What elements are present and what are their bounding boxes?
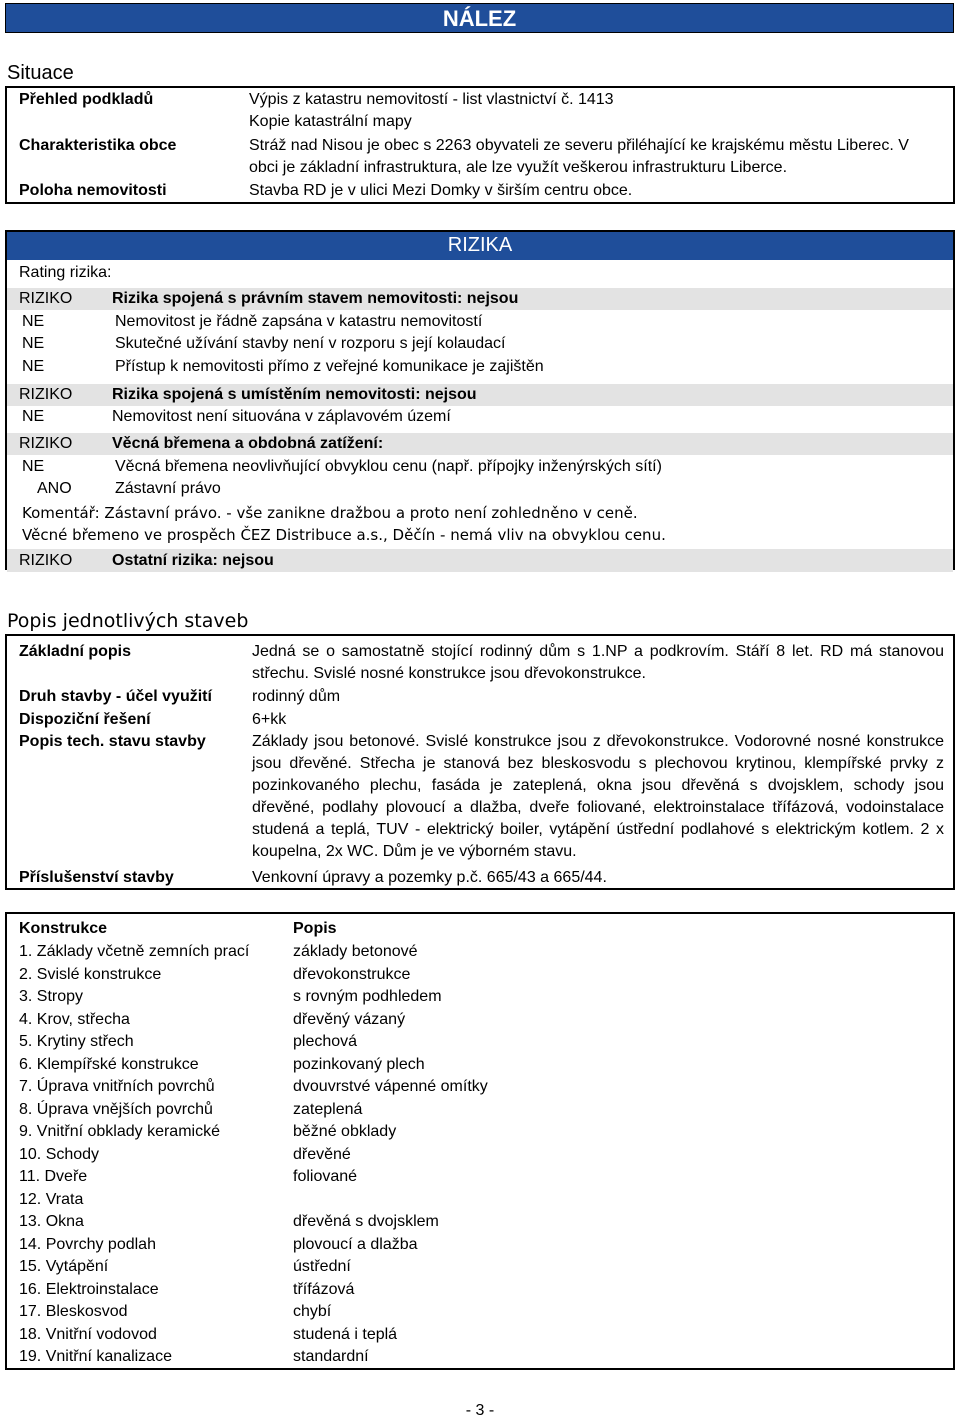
situace-value: obci je základní infrastruktura, ale lze využít veškerou infrastrukturu Liberce.	[249, 159, 788, 176]
popis-label: Popis tech. stavu stavby	[19, 733, 206, 750]
page-title: NÁLEZ	[442, 6, 517, 31]
nalez-banner	[5, 3, 954, 33]
konstrukce-item: 5. Krytiny střech	[19, 1033, 134, 1050]
risk-flag: RIZIKO	[19, 290, 73, 307]
situace-title: Situace	[7, 62, 74, 84]
risk-flag: RIZIKO	[19, 435, 73, 452]
konstrukce-item: 3. Stropy	[19, 988, 84, 1005]
page-number: - 3 -	[465, 1402, 495, 1419]
popis-value: Venkovní úpravy a pozemky p.č. 665/43 a 665/44.	[252, 869, 607, 886]
risk-item-flag: NE	[22, 458, 45, 475]
situace-label: Poloha nemovitosti	[19, 182, 167, 199]
risk-heading: Věcná břemena a obdobná zatížení:	[112, 435, 384, 452]
konstrukce-desc: pozinkovaný plech	[293, 1055, 425, 1073]
konstrukce-item: 17. Bleskosvod	[19, 1303, 128, 1320]
situace-value: Kopie katastrální mapy	[249, 113, 412, 130]
popis-title: Popis jednotlivých staveb	[7, 610, 249, 632]
konstrukce-item: 6. Klempířské konstrukce	[19, 1055, 199, 1073]
konstrukce-desc: standardní	[293, 1348, 369, 1365]
risk-item-flag: ANO	[37, 480, 72, 497]
rizika-box	[5, 230, 955, 570]
konstrukce-desc: základy betonové	[293, 943, 418, 960]
konstrukce-desc: dřevěné	[293, 1145, 351, 1163]
konstrukce-item: 7. Úprava vnitřních povrchů	[19, 1078, 215, 1095]
risk-heading: Rizika spojená s právním stavem nemovitosti: nejsou	[112, 290, 519, 307]
rizika-title: RIZIKA	[447, 234, 513, 256]
konstrukce-item: 16. Elektroinstalace	[19, 1280, 159, 1298]
popis-label: Příslušenství stavby	[19, 869, 174, 886]
risk-item-text: Nemovitost je řádně zapsána v katastru nemovitostí	[115, 313, 483, 330]
situace-value: Výpis z katastru nemovitostí - list vlastnictví č. 1413	[249, 91, 614, 108]
risk-item-text: Zástavní právo	[115, 480, 221, 497]
konstrukce-desc: foliované	[293, 1168, 358, 1185]
situace-label: Charakteristika obce	[19, 137, 177, 154]
risk-flag: RIZIKO	[19, 552, 73, 569]
konstrukce-item: 2. Svislé konstrukce	[19, 965, 162, 983]
konstrukce-item: 15. Vytápění	[19, 1258, 109, 1275]
konstrukce-desc: studená i teplá	[293, 1325, 398, 1343]
konstrukce-desc: ústřední	[293, 1258, 351, 1275]
risk-item-text: Přístup k nemovitosti přímo z veřejné komunikace je zajištěn	[115, 358, 544, 375]
risk-flag: RIZIKO	[19, 386, 73, 403]
situace-label: Přehled podkladů	[19, 91, 154, 108]
risk-item-flag: NE	[22, 358, 45, 375]
konstrukce-desc: plechová	[293, 1033, 358, 1050]
konstrukce-header: Konstrukce	[19, 920, 108, 937]
popis-label: Druh stavby - účel využití	[19, 688, 212, 705]
konstrukce-item: 9. Vnitřní obklady keramické	[19, 1123, 220, 1140]
risk-item-text: Nemovitost není situována v záplavovém území	[112, 408, 451, 425]
konstrukce-desc: chybí	[293, 1303, 332, 1320]
konstrukce-desc: třífázová	[293, 1280, 355, 1298]
konstrukce-desc: dřevěný vázaný	[293, 1010, 406, 1028]
risk-item-flag: NE	[22, 335, 45, 352]
konstrukce-desc: běžné obklady	[293, 1123, 397, 1140]
popis-value: Jedná se o samostatně stojící rodinný dům s 1.NP a podkrovím. Stáří 8 let. RD má stanovou střechu. Svislé nosné konstrukce jsou dřevokonstrukce.	[252, 643, 944, 682]
risk-heading: Ostatní rizika: nejsou	[112, 552, 274, 569]
konstrukce-item: 8. Úprava vnějších povrchů	[19, 1100, 213, 1118]
konstrukce-item: 19. Vnitřní kanalizace	[19, 1348, 172, 1365]
risk-item-text: Věcná břemena neovlivňující obvyklou cenu (např. přípojky inženýrských sítí)	[115, 458, 662, 475]
popis-label: Základní popis	[19, 643, 132, 660]
rating-label: Rating rizika:	[19, 264, 112, 281]
risk-comment: Komentář: Zástavní právo. - vše zanikne dražbou a proto není zohledněno v ceně.	[22, 504, 638, 522]
konstrukce-item: 11. Dveře	[19, 1168, 88, 1185]
situace-box	[5, 86, 955, 204]
popis-box	[5, 634, 955, 890]
risk-item-flag: NE	[22, 408, 45, 425]
risk-comment: Věcné břemeno ve prospěch ČEZ Distribuce a.s., Děčín - nemá vliv na obvyklou cenu.	[22, 526, 666, 544]
konstrukce-item: 18. Vnitřní vodovod	[19, 1325, 157, 1343]
risk-item-text: Skutečné užívání stavby není v rozporu s její kolaudací	[115, 335, 506, 352]
konstrukce-desc: s rovným podhledem	[293, 988, 442, 1005]
konstrukce-item: 12. Vrata	[19, 1190, 84, 1208]
popis-value: 6+kk	[252, 711, 287, 728]
konstrukce-desc: zateplená	[293, 1100, 363, 1118]
konstrukce-desc: dvouvrstvé vápenné omítky	[293, 1078, 488, 1095]
konstrukce-item: 10. Schody	[19, 1145, 100, 1163]
situace-value: Stráž nad Nisou je obec s 2263 obyvateli ze severu přiléhající ke krajskému městu Liberec. V	[249, 137, 909, 154]
konstrukce-item: 1. Základy včetně zemních prací	[19, 943, 250, 960]
konstrukce-box	[5, 912, 955, 1370]
risk-item-flag: NE	[22, 313, 45, 330]
situace-value: Stavba RD je v ulici Mezi Domky v širším centru obce.	[249, 182, 633, 199]
popis-value: rodinný dům	[252, 688, 341, 705]
konstrukce-desc: dřevokonstrukce	[293, 965, 411, 983]
rizika-header	[7, 232, 953, 260]
konstrukce-item: 13. Okna	[19, 1213, 84, 1230]
popis-label: Dispoziční řešení	[19, 711, 151, 728]
konstrukce-desc: dřevěná s dvojsklem	[293, 1213, 439, 1230]
risk-heading: Rizika spojená s umístěním nemovitosti: nejsou	[112, 386, 477, 403]
popis-header: Popis	[293, 920, 337, 937]
konstrukce-desc: plovoucí a dlažba	[293, 1235, 418, 1253]
konstrukce-item: 14. Povrchy podlah	[19, 1235, 156, 1253]
konstrukce-item: 4. Krov, střecha	[19, 1010, 130, 1028]
popis-value: Základy jsou betonové. Svislé konstrukce jsou z dřevokonstrukce. Vodorovné nosné konstrukce jsou dřevěné. Střecha je stanová bez bleskosvodu s plechovou krytinou, klempířské prvky z pozinkovaného plechu, fasáda je zateplená, okna jsou dřevěná s dvojsklem, schody jsou dřevěné, podlahy plovoucí a dlažba, dveře foliované, elektroinstalace třífázová, vodoinstalace studená a teplá, TUV - elektrický boiler, vytápění ústřední podlahové s elektrickým kotlem. 2 x koupelna, 2x WC. Dům je ve výborném stavu.	[252, 733, 944, 860]
